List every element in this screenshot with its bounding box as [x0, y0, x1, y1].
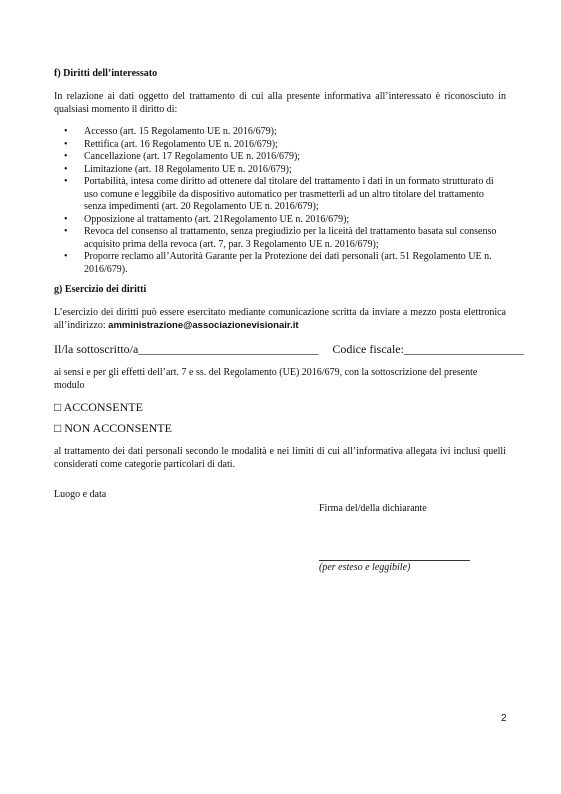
bullet-icon: • [64, 251, 68, 262]
signer-label: Il/la sottoscritto/a [54, 342, 139, 356]
section-f-intro: In relazione ai dati oggetto del trattamento di cui alla presente informativa all’interessato è riconosciuto in qualsiasi momento il diritto di: [54, 91, 506, 115]
section-g-text: L’esercizio dei diritti può essere esercitato mediante comunicazione scritta da inviare a mezzo posta elettronica all’indirizzo: amministrazione@associazionevisionair.it [54, 307, 506, 331]
page-number: 2 [501, 713, 507, 724]
signer-title: Firma del/della dichiarante [319, 503, 427, 514]
contact-email: amministrazione@associazionevisionair.it [108, 319, 299, 331]
signer-row [54, 342, 524, 356]
bullet-icon: • [64, 138, 68, 150]
signer-note: (per esteso e leggibile) [319, 562, 411, 573]
bullet-icon: • [64, 163, 68, 175]
bullet-icon: • [64, 126, 68, 137]
section-f-heading: f) Diritti dell’interessato [54, 68, 158, 79]
rights-list [54, 126, 506, 276]
signature-line[interactable] [319, 560, 470, 561]
bullet-icon: • [64, 176, 68, 187]
signer-name-field[interactable]: ______________________________ [138, 342, 319, 356]
fiscal-code-field[interactable]: ____________________ [403, 342, 524, 356]
place-date-label: Luogo e data [54, 489, 107, 500]
list-item: • Opposizione al trattamento (art. 21Regolamento UE n. 2016/679); [64, 213, 350, 225]
list-item: • Proporre reclamo all’Autorità Garante per la Protezione dei dati personali (art. 51 Regolamento UE n. 2016/679). [64, 251, 492, 275]
section-g-heading: g) Esercizio dei diritti [54, 284, 147, 295]
bullet-icon: • [64, 213, 68, 225]
list-item: • Accesso (art. 15 Regolamento UE n. 2016/679); [64, 126, 277, 137]
list-item: • Cancellazione (art. 17 Regolamento UE n. 2016/679); [64, 151, 301, 162]
list-item: • Rettifica (art. 16 Regolamento UE n. 2016/679); [64, 138, 278, 150]
list-item: • Limitazione (art. 18 Regolamento UE n. 2016/679); [64, 163, 292, 175]
list-item: • Portabilità, intesa come diritto ad ottenere dal titolare del trattamento i dati in un formato strutturato di uso comune e leggibile da dispositivo automatico per trasmetterli ad un altro titolare del trattamento senza impedimenti (art. 20 Regolamento UE n. 2016/679); [64, 176, 494, 212]
consent-checkbox[interactable]: □ ACCONSENTE [54, 400, 143, 414]
no-consent-checkbox[interactable]: □ NON ACCONSENTE [54, 421, 172, 435]
closing-text: al trattamento dei dati personali secondo le modalità e nei limiti di cui all’informativa allegata ivi inclusi quelli considerati come categorie particolari di dati. [54, 446, 506, 470]
fiscal-code-label: Codice fiscale: [332, 342, 404, 356]
bullet-icon: • [64, 226, 68, 237]
legal-text: ai sensi e per gli effetti dell’art. 7 e ss. del Regolamento (UE) 2016/679, con la sottoscrizione del presente modulo [54, 367, 478, 391]
list-item: • Revoca del consenso al trattamento, senza pregiudizio per la liceità del trattamento basata sul consenso acquisito prima della revoca (art. 7, par. 3 Regolamento UE n. 2016/679); [64, 226, 497, 250]
bullet-icon: • [64, 151, 68, 162]
